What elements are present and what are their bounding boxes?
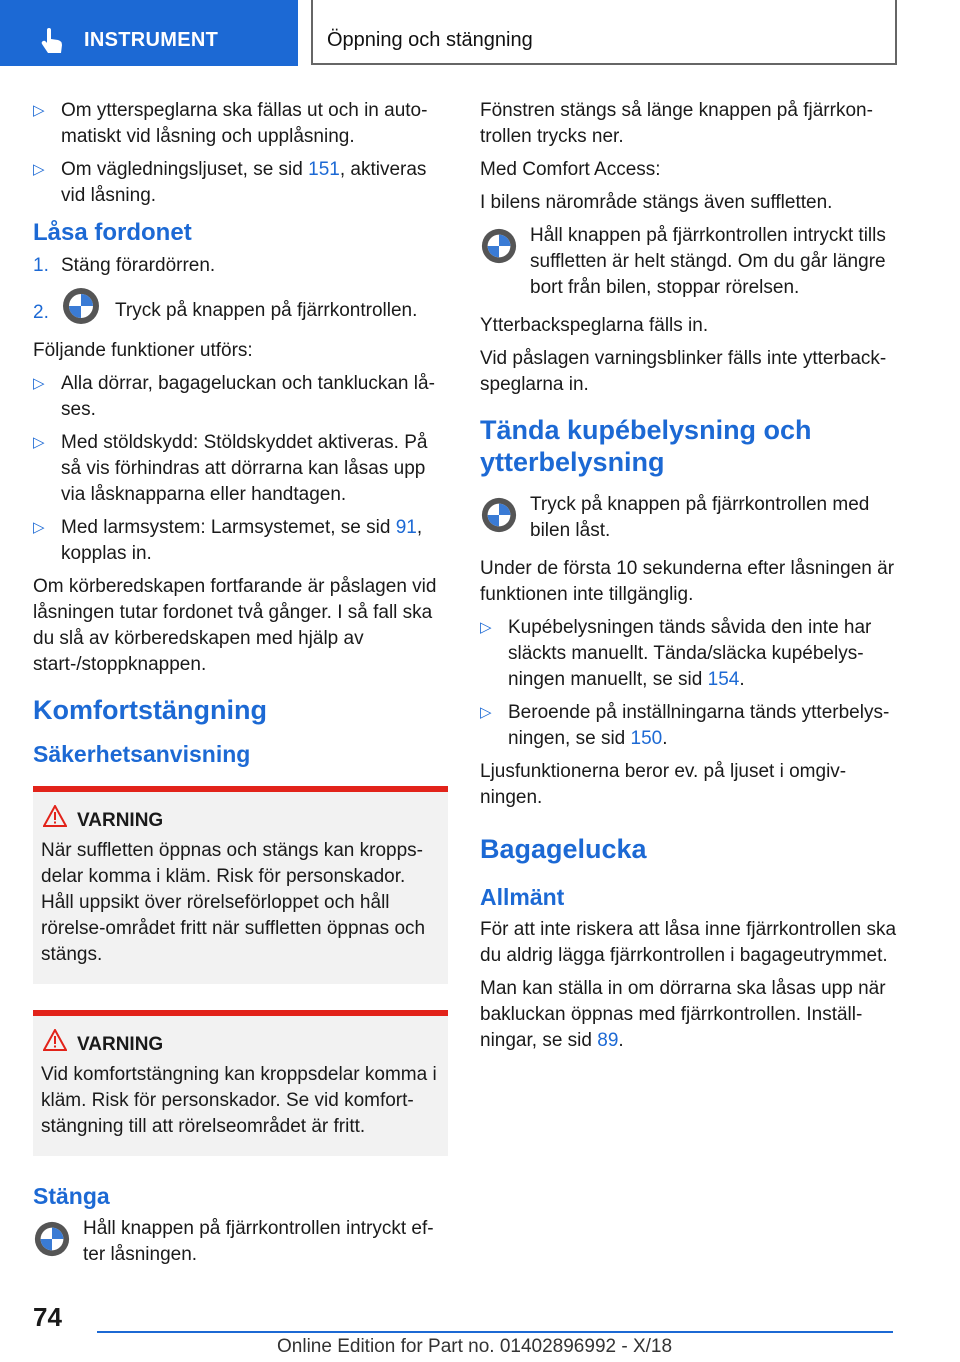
- list-text: Om vägledningsljuset, se sid: [61, 159, 309, 180]
- list-text: Med larmsystem: Larmsystemet, se sid: [61, 517, 396, 538]
- chapter-tab: [311, 0, 897, 65]
- step-number: 1.: [33, 255, 49, 276]
- list-text: , aktiveras vid låsning.: [61, 159, 427, 206]
- paragraph: Följande funktioner utförs:: [33, 340, 253, 361]
- bmw-key-icon: [480, 496, 518, 534]
- page-link[interactable]: 150: [630, 728, 663, 749]
- footer-edition: Online Edition for Part no. 01402896992 - X/18: [277, 1336, 673, 1357]
- paragraph: Håll knappen på fjärrkontrollen intryckt tills suffletten är helt stängd. Om du går längre bort från bilen, stoppar rörelsen.: [530, 225, 886, 298]
- icon-paragraph: [33, 1216, 448, 1268]
- page-link[interactable]: 154: [707, 669, 740, 690]
- list-text: Om ytterspeglarna ska fällas ut och in auto-matiskt vid låsning och upplåsning.: [61, 100, 428, 147]
- heading-lighting: Tända kupébelysning och ytterbelysning: [480, 415, 812, 477]
- paragraph: Vid påslagen varningsblinker fälls inte ytterback-speglarna in.: [480, 348, 887, 395]
- paragraph-text: Man kan ställa in om dörrarna ska låsas upp när bakluckan öppnas med fjärrkontrollen. Inställ-ningar, se sid: [480, 978, 886, 1051]
- paragraph: För att inte riskera att låsa inne fjärrkontrollen ska du aldrig lägga fjärrkontrollen i bagageutrymmet.: [480, 919, 897, 966]
- footer-divider: [97, 1331, 893, 1333]
- triangle-bullet-icon: ▷: [33, 161, 45, 178]
- chapter-title: Öppning och stängning: [327, 29, 533, 51]
- warning-text: När suffletten öppnas och stängs kan kropps-delar komma i kläm. Risk för personskador. Håll uppsikt över rörelseförloppet och håll rörelse-området fritt när suffletten öppnas och stängs.: [41, 840, 426, 965]
- paragraph: Ytterbackspeglarna fälls in.: [480, 315, 709, 336]
- list-item: [33, 371, 448, 423]
- triangle-bullet-icon: ▷: [480, 619, 492, 636]
- list-item: [33, 515, 448, 567]
- page-link[interactable]: 91: [395, 517, 417, 538]
- left-column: [33, 98, 448, 1275]
- warning-box: [33, 1010, 448, 1156]
- paragraph: Om körberedskapen fortfarande är påslagen vid låsningen tutar fordonet två gånger. I så fall ska du slå av körberedskapen med hjälp av start-/stoppknappen.: [33, 576, 437, 675]
- step-item: [33, 253, 448, 279]
- heading-safety-note: Säkerhetsanvisning: [33, 741, 251, 767]
- list-item: [33, 98, 448, 150]
- list-item: [33, 430, 448, 508]
- bmw-key-icon: [480, 227, 518, 265]
- warning-text: Vid komfortstängning kan kroppsdelar komma i kläm. Risk för personskador. Se vid komfort-stängning till att rörelseområdet är fritt.: [41, 1064, 437, 1137]
- heading-comfort-closing: Komfortstängning: [33, 695, 267, 725]
- triangle-bullet-icon: ▷: [33, 519, 45, 536]
- paragraph-text: .: [618, 1030, 624, 1051]
- step-number: 2.: [33, 302, 49, 323]
- paragraph: Under de första 10 sekunderna efter låsningen är funktionen inte tillgänglig.: [480, 558, 895, 605]
- page-number: 74: [33, 1302, 62, 1332]
- paragraph: Håll knappen på fjärrkontrollen intryckt ef-ter låsningen.: [83, 1218, 434, 1265]
- step-item: [33, 286, 448, 326]
- list-text: .: [662, 728, 668, 749]
- section-title: INSTRUMENT: [84, 29, 219, 51]
- page-header: [0, 0, 960, 66]
- warning-triangle-icon: [43, 805, 67, 827]
- list-item: [480, 615, 898, 693]
- paragraph: I bilens närområde stängs även suffletten.: [480, 192, 833, 213]
- triangle-bullet-icon: ▷: [33, 102, 45, 119]
- heading-close: Stänga: [33, 1183, 110, 1209]
- list-text: Beroende på inställningarna tänds ytterbelys-ningen, se sid: [508, 702, 890, 749]
- list-item: [480, 700, 898, 752]
- paragraph: [480, 976, 898, 1054]
- list-text: , kopplas in.: [61, 517, 423, 564]
- paragraph: Fönstren stängs så länge knappen på fjärrkon-trollen trycks ner.: [480, 100, 873, 147]
- list-text: Med stöldskydd: Stöldskyddet aktiveras. På så vis förhindras att dörrarna kan låsas upp via låsknapparna eller handtagen.: [61, 432, 428, 505]
- bmw-key-icon: [33, 1220, 71, 1258]
- right-column: [480, 98, 898, 1061]
- warning-box: [33, 786, 448, 984]
- list-item: [33, 157, 448, 209]
- list-text: Alla dörrar, bagageluckan och tankluckan lå-ses.: [61, 373, 435, 420]
- paragraph: Med Comfort Access:: [480, 159, 661, 180]
- heading-lock-vehicle: Låsa fordonet: [33, 219, 192, 246]
- icon-paragraph: [480, 492, 898, 544]
- list-text: Kupébelysningen tänds såvida den inte har släckts manuellt. Tända/släcka kupébelys-ningen manuellt, se sid: [508, 617, 872, 690]
- step-text: Stäng förardörren.: [61, 255, 216, 276]
- paragraph: Tryck på knappen på fjärrkontrollen med bilen låst.: [530, 494, 870, 541]
- paragraph: Ljusfunktionerna beror ev. på ljuset i omgiv-ningen.: [480, 761, 847, 808]
- bmw-key-icon: [61, 286, 101, 326]
- step-text: Tryck på knappen på fjärrkontrollen.: [115, 300, 418, 321]
- section-tab[interactable]: [0, 0, 298, 66]
- warning-title: VARNING: [77, 1034, 164, 1055]
- triangle-bullet-icon: ▷: [33, 434, 45, 451]
- heading-general: Allmänt: [480, 884, 565, 910]
- page-link[interactable]: 89: [597, 1030, 619, 1051]
- hand-pointer-icon: [38, 27, 66, 55]
- warning-title: VARNING: [77, 810, 164, 831]
- heading-trunk: Bagagelucka: [480, 834, 647, 864]
- list-text: .: [739, 669, 745, 690]
- triangle-bullet-icon: ▷: [33, 375, 45, 392]
- triangle-bullet-icon: ▷: [480, 704, 492, 721]
- warning-triangle-icon: [43, 1029, 67, 1051]
- icon-paragraph: [480, 223, 898, 301]
- page-link[interactable]: 151: [308, 159, 340, 180]
